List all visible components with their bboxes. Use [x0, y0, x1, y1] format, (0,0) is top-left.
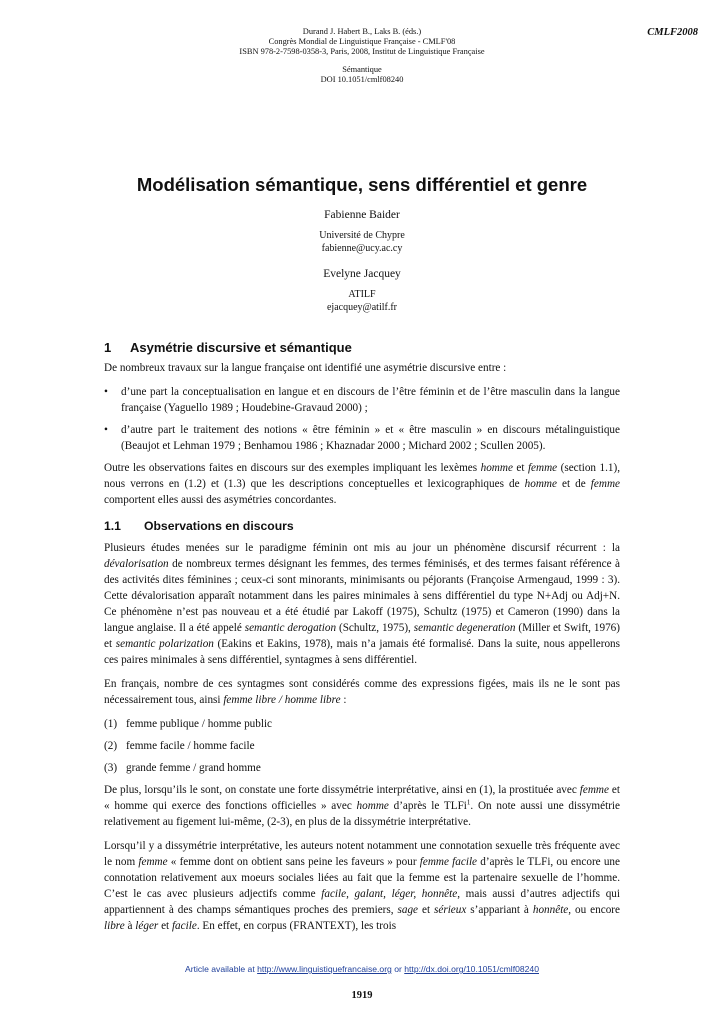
- author-block: [0, 208, 724, 314]
- paragraph-lorsquil: Lorsqu’il y a dissymétrie interprétative, les auteurs notent notamment une connotation sexuelle très fréquente avec le nom femme « femme dont on obtient sans peine les faveurs » pour femme facile d’après le TLFi, ou encore une connotation relativement aux moeurs sociales liées au fait que la femme est la partenaire sexuelle de l’homme. C’est le cas avec plusieurs adjectifs comme facile, galant, léger, honnête, mais aussi d’autres adjectifs qui appartiennent à des champs sémantiques proches des premiers, sage et sérieux s’appariant à honnête, ou encore libre à léger et facile. En effet, en corpus (FRANTEXT), les trois: [104, 840, 620, 932]
- intro-paragraph: De nombreux travaux sur la langue française ont identifié une asymétrie discursive entre :: [104, 362, 507, 374]
- bullet-item: • d’autre part le traitement des notions « être féminin » et « être masculin » en discours métalinguistique (Beaujot et Lehman 1979 ; Benhamou 1986 ; Khaznadar 2000 ; Michard 2002 ; Scullen 2005).: [104, 424, 620, 452]
- section-title: Asymétrie discursive et sémantique: [130, 340, 352, 355]
- article-footer: Article available at http://www.linguistiquefrancaise.org or http://dx.doi.org/10.1051/cmlf08240: [184, 964, 539, 974]
- footnote-ref[interactable]: 1: [466, 798, 471, 807]
- header-doi: DOI 10.1051/cmlf08240: [320, 75, 404, 85]
- paper-title: Modélisation sémantique, sens différentiel et genre: [136, 174, 588, 195]
- section-heading-1: [104, 340, 352, 355]
- bullet-icon: •: [104, 386, 108, 398]
- bullet-item: • d’une part la conceptualisation en langue et en discours de l’être féminin et de l’être masculin dans la langue française (Yaguello 1989 ; Houdebine-Gravaud 2000) ;: [104, 386, 620, 414]
- header-isbn: ISBN 978-2-7598-0358-3, Paris, 2008, Institut de Linguistique Française: [239, 46, 485, 56]
- paragraph-francais: En français, nombre de ces syntagmes sont considérés comme des expressions figées, mais ils ne le sont pas nécessairement tous, ainsi femme libre / homme libre :: [104, 678, 620, 706]
- header-editors: Durand J. Habert B., Laks B. (éds.): [302, 27, 422, 36]
- paragraph-deplus: De plus, lorsqu’ils le sont, on constate une forte dissymétrie interprétative, ainsi en (1), la prostituée avec femme et « homme qui exerce des fonctions officielles » avec homme d’après le TLFi$^1$. On note aussi une dissymétrie relativement au figement lui-même, (2-3), en plus de la dissymétrie interprétative.: [104, 784, 620, 828]
- author-affiliation: Université de Chypre: [319, 230, 405, 241]
- subsection-title: Observations en discours: [144, 519, 294, 533]
- paragraph-plusieurs: Plusieurs études menées sur le paradigme féminin ont mis au jour un phénomène discursif récurrent : la dévalorisation de nombreux termes désignant les femmes, des termes féminisés, et des termes faisant référence à des activités dites féminines ; ceux-ci sont minorants, minimisants ou péjorants (Françoise Armengaud, 1999 : 3). Cette dévalorisation apparaît notamment dans les paires minimales à sens différentiel du type N+Adj ou Adj+N. Ce phénomène n’est pas nouveau et a été étudié par Lakoff (1975), Schultz (1975) et Cameron (1990) dans la langue anglaise. Il a été appelé semantic derogation (Schultz, 1975), semantic degeneration (Miller et Swift, 1976) et semantic polarization (Eakins et Eakins, 1978), mais n’a jamais été formalisé. Dans la suite, nous appellerons ces paires minimales à sens différentiel, syntagmes à sens différentiel.: [104, 542, 620, 666]
- author-name: Evelyne Jacquey: [323, 268, 401, 280]
- section-1-1-body: [104, 540, 620, 942]
- conference-tag: CMLF2008: [647, 27, 698, 38]
- example-item: (3) grande femme / grand homme: [104, 762, 261, 774]
- link-doi[interactable]: http://dx.doi.org/10.1051/cmlf08240: [404, 964, 539, 974]
- bullet-icon: •: [104, 424, 108, 436]
- section-number: 1: [104, 340, 112, 355]
- example-item: (1) femme publique / homme public: [104, 718, 273, 730]
- publication-header: [0, 27, 724, 85]
- header-section: Sémantique: [342, 65, 382, 75]
- author-affiliation: ATILF: [348, 289, 376, 300]
- author-email: fabienne@ucy.ac.cy: [321, 242, 403, 254]
- page-number: 1919: [351, 990, 373, 1001]
- header-congress: Congrès Mondial de Linguistique Française - CMLF'08: [268, 36, 456, 46]
- paragraph-outre: Outre les observations faites en discours sur des exemples impliquant les lexèmes homme et femme (section 1.1), nous verrons en (1.2) et (1.3) que les descriptions conceptuelles et lexicographiques de homme et de femme comportent elles aussi des asymétries concordantes.: [104, 462, 621, 506]
- author-email: ejacquey@atilf.fr: [326, 301, 397, 313]
- subsection-number: 1.1: [104, 519, 121, 533]
- subsection-heading-1-1: [104, 519, 294, 533]
- section-1-body: [104, 360, 620, 516]
- link-linguistiquefrancaise[interactable]: http://www.linguistiquefrancaise.org: [257, 964, 392, 974]
- author-name: Fabienne Baider: [324, 209, 400, 221]
- example-item: (2) femme facile / homme facile: [104, 740, 255, 752]
